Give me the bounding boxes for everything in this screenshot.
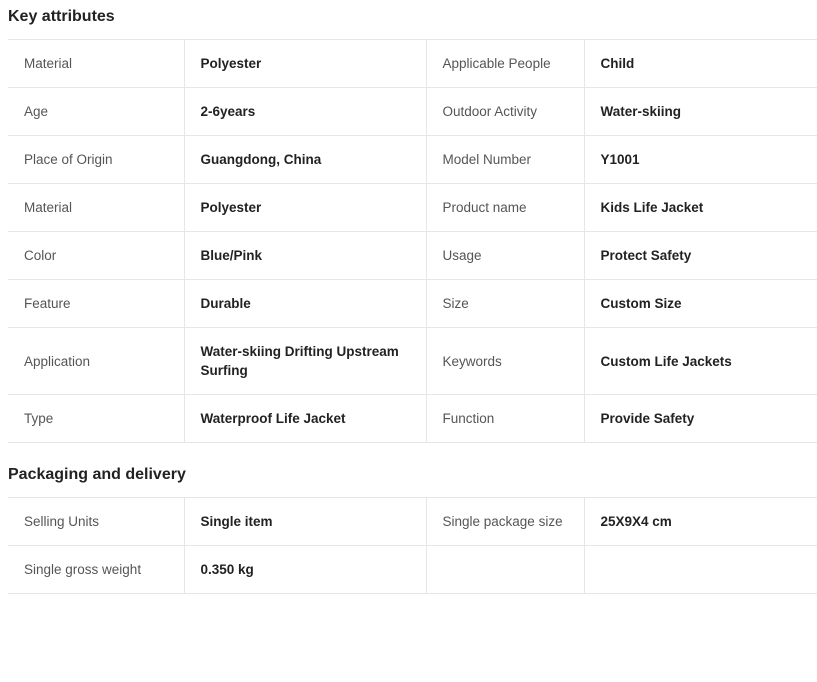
attribute-label: Outdoor Activity [426, 88, 584, 136]
attribute-label: Place of Origin [8, 136, 184, 184]
attribute-label: Application [8, 328, 184, 395]
table-row [8, 40, 817, 88]
attribute-label: Selling Units [8, 498, 184, 546]
attribute-value: Guangdong, China [184, 136, 426, 184]
attribute-value: Child [600, 56, 635, 71]
attribute-label: Age [8, 88, 184, 136]
empty-cell [584, 546, 817, 594]
key-attributes-heading: Key attributes [8, 8, 115, 25]
table-row [8, 88, 817, 136]
attribute-label: Color [8, 232, 184, 280]
attribute-label: Function [426, 395, 584, 443]
table-row [8, 546, 817, 594]
table-row [8, 184, 817, 232]
attribute-value: Polyester [184, 184, 426, 232]
attribute-label: Single gross weight [8, 546, 184, 594]
attribute-label: Single package size [426, 498, 584, 546]
table-row [8, 328, 817, 395]
table-row [8, 136, 817, 184]
attribute-label: Material [8, 184, 184, 232]
attribute-label: Product name [426, 184, 584, 232]
attribute-value: Single item [184, 498, 426, 546]
attribute-value: Water-skiing Drifting Upstream Surfing [184, 328, 426, 395]
attribute-value: Custom Life Jackets [600, 353, 732, 369]
key-attributes-table [8, 39, 817, 443]
attribute-value: Protect Safety [600, 248, 692, 263]
attribute-value: Blue/Pink [184, 232, 426, 280]
attribute-label: Model Number [426, 136, 584, 184]
attribute-value: Waterproof Life Jacket [184, 395, 426, 443]
attribute-value: Kids Life Jacket [600, 200, 704, 215]
attribute-value: Water-skiing [600, 104, 682, 119]
table-row [8, 232, 817, 280]
empty-cell [426, 546, 584, 594]
packaging-heading: Packaging and delivery [8, 466, 186, 483]
attribute-value: Polyester [184, 40, 426, 88]
attribute-label: Type [8, 395, 184, 443]
attribute-label: Keywords [426, 328, 584, 395]
attribute-value: Durable [184, 280, 426, 328]
attribute-value: Custom Size [600, 296, 682, 311]
attribute-label: Size [426, 280, 584, 328]
attribute-label: Usage [426, 232, 584, 280]
attribute-value: 25X9X4 cm [600, 514, 672, 529]
attribute-value: 0.350 kg [184, 546, 426, 594]
table-row [8, 280, 817, 328]
table-row [8, 498, 817, 546]
attribute-value: Y1001 [600, 152, 640, 167]
attribute-label: Material [8, 40, 184, 88]
attribute-value: 2-6years [184, 88, 426, 136]
table-row [8, 395, 817, 443]
packaging-table [8, 497, 817, 594]
attribute-value: Provide Safety [600, 411, 695, 426]
attribute-label: Feature [8, 280, 184, 328]
attribute-label: Applicable People [426, 40, 584, 88]
